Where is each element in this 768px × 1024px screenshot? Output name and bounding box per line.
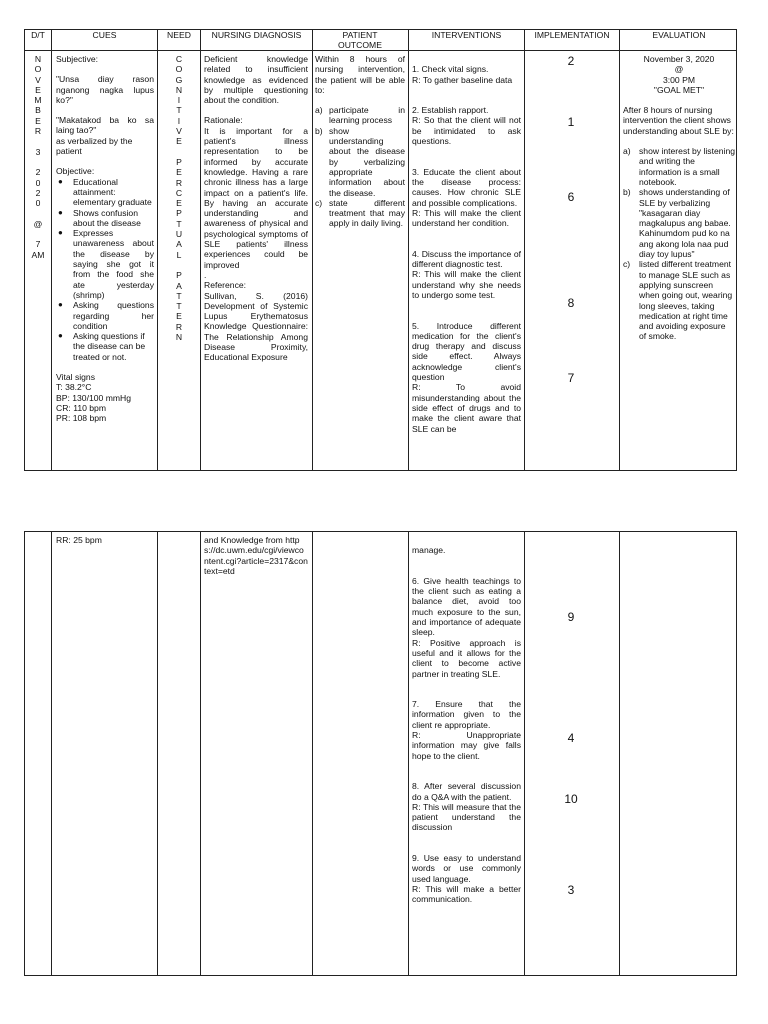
diagnosis-statement: Deficient knowledge related to insufficient knowledge as evidenced by multiple questioning about the condition. — [204, 54, 308, 106]
vital-bp: BP: 130/100 mmHg — [56, 392, 131, 403]
implementation-number: 10 — [564, 792, 578, 806]
objective-label: Objective: — [56, 166, 95, 177]
intervention-item: 6. Give health teachings to the client such as eating a balance diet, avoid too much exposure to the sun, and importance of adequate sleep. R: Positive approach is useful and it allows for the client to become active partner in treating SLE. — [412, 575, 521, 679]
header-nursing-diagnosis: NURSING DIAGNOSIS — [211, 30, 302, 40]
rationale-text: It is important for a patient's illness representation to be informed by accurate knowledge. Having a rare chronic illness has a large impact on a patient's life. By having an accurate understanding and awareness of physical and psychological symptoms of SLE patients' illness experiences could be improved — [204, 125, 308, 270]
evaluation-cell — [623, 54, 735, 342]
implementation-number: 9 — [567, 610, 575, 624]
care-plan-table-page1 — [24, 29, 737, 471]
subjective-label: Subjective: — [56, 54, 99, 64]
evaluation-intro: After 8 hours of nursing intervention the client shows understanding about SLE by: — [623, 105, 734, 136]
implementation-number: 3 — [567, 883, 575, 897]
verbalized-note: as verbalized by the patient — [56, 135, 133, 157]
vital-pr: PR: 108 bpm — [56, 413, 107, 424]
objective-list — [56, 177, 154, 362]
header-patient-outcome: PATIENT OUTCOME — [338, 30, 382, 50]
intervention-item: 5. Introduce different medication for the client's drug therapy and discuss side effect. Always acknowledge client's question R: To avoid misunderstanding about the side effect of drugs and to make the client aware that SLE can be — [412, 320, 521, 434]
evaluation-time: 3:00 PM — [662, 74, 695, 85]
subjective-quote-1: "Unsa diay rason nganong nagka lupus ko?" — [56, 74, 154, 105]
header-implementation: IMPLEMENTATION — [534, 30, 610, 40]
reference-text: Sullivan, S. (2016) Development of Systemic Lupus Erythematosus Knowledge Questionnaire: The Relationship Among Disease Proximity, Educational Exposure — [204, 290, 308, 363]
list-item: ● Shows confusion about the disease — [56, 208, 154, 229]
list-item: ● Educational attainment: elementary graduate — [56, 177, 154, 208]
intervention-item: manage. — [412, 545, 446, 556]
implementation-number: 4 — [567, 731, 575, 745]
list-item: ● Asking questions regarding her condition — [56, 300, 154, 331]
header-interventions: INTERVENTIONS — [431, 30, 502, 40]
header-cues: CUES — [92, 30, 117, 40]
list-item: c) listed different treatment to manage SLE such as applying sunscreen when going out, wearing long sleeves, taking medication at right time and avoiding exposure of smoke. — [623, 259, 733, 342]
intervention-item: 2. Establish rapport. R: So that the client will not be intimidated to ask questions. — [412, 105, 521, 147]
implementation-number: 7 — [567, 371, 575, 385]
rationale-dot: . — [204, 269, 207, 280]
interventions-cell — [412, 54, 521, 454]
list-item: b) show understanding about the disease by verbalizing appropriate information about the disease. — [315, 125, 405, 198]
list-item: a) participate in learning process — [315, 105, 405, 126]
evaluation-goal: "GOAL MET" — [653, 84, 705, 95]
care-plan-table-page2 — [24, 531, 737, 976]
intervention-item: 7. Ensure that the information given to the client re appropriate. R: Unappropriate information may give falls hope to the client. — [412, 699, 521, 761]
evaluation-date: November 3, 2020 — [643, 54, 715, 64]
reference-label: Reference: — [204, 280, 247, 291]
rationale-label: Rationale: — [204, 115, 243, 126]
intervention-item: 8. After several discussion do a Q&A with the patient. R: This will measure that the patient understand the discussion — [412, 781, 521, 833]
header-dt: D/T — [31, 30, 45, 40]
evaluation-at: @ — [674, 64, 684, 75]
reference-continued: and Knowledge from https://dc.uwm.edu/cgi/viewcontent.cgi?article=2317&context=etd — [204, 535, 308, 576]
vitals-label: Vital signs — [56, 372, 96, 383]
intervention-item: 3. Educate the client about the disease process: causes. How chronic SLE and possible complications. R: This will make the client understand her condition. — [412, 166, 521, 229]
intervention-item: 9. Use easy to understand words or use commonly used language. R: This will make a better communication. — [412, 853, 521, 905]
implementation-number: 1 — [567, 115, 575, 129]
evaluation-list — [623, 146, 735, 342]
date-time-vertical: N O V E M B E R 3 2 0 2 0 @ 7 AM — [31, 54, 45, 260]
subjective-quote-2: "Makatakod ba ko sa laing tao?" — [56, 115, 154, 136]
cues-cell — [56, 54, 154, 424]
outcome-intro: Within 8 hours of nursing intervention, the patient will be able to: — [315, 54, 405, 95]
list-item: ● Expresses unawareness about the disease by saying she got it from the food she ate yesterday (shrimp) — [56, 228, 154, 300]
nursing-diagnosis-cell — [204, 54, 308, 363]
outcome-list — [315, 105, 405, 229]
implementation-number: 6 — [567, 190, 575, 204]
need-vertical: C O G N I T I V E P E R C E P T U A L P A T T E R N — [175, 54, 183, 343]
list-item: ● Asking questions if the disease can be treated or not. — [56, 331, 154, 362]
intervention-item: 4. Discuss the importance of different diagnostic test. R: This will make the client understand why she needs to undergo some test. — [412, 248, 521, 300]
vital-temp: T: 38.2°C — [56, 382, 92, 393]
implementation-number: 2 — [567, 54, 575, 68]
list-item: b) shows understanding of SLE by verbalizing "kasagaran diay magkalupus ang babae. Kahinumdom pud ko na ang akong lola naa pud diay toy lupus" — [623, 187, 731, 260]
vital-cr: CR: 110 bpm — [56, 402, 106, 413]
patient-outcome-cell — [315, 54, 405, 229]
list-item: c) state different treatment that may apply in daily living. — [315, 197, 405, 229]
interventions-cell-continued — [412, 535, 521, 925]
list-item: a) show interest by listening and writing the information is a small notebook. — [623, 146, 735, 187]
implementation-number: 8 — [567, 296, 575, 310]
intervention-item: 1. Check vital signs. R: To gather baseline data — [412, 64, 513, 85]
header-evaluation: EVALUATION — [652, 30, 706, 40]
vital-rr: RR: 25 bpm — [56, 535, 102, 545]
header-need: NEED — [167, 30, 191, 40]
